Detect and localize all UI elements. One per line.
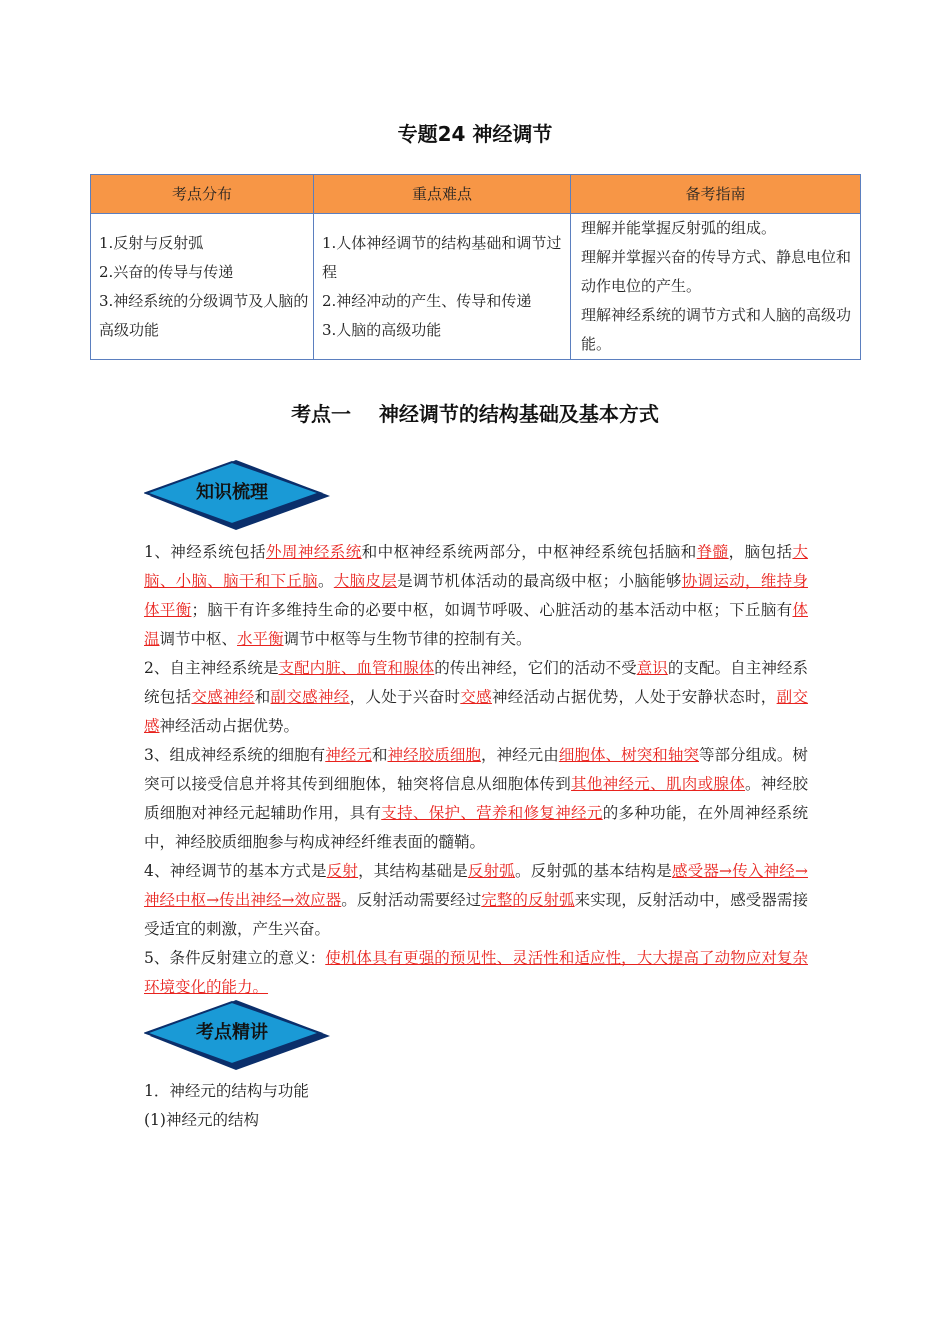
highlighted-term: 交感 [460, 688, 492, 706]
knowledge-review-badge [144, 460, 334, 526]
paragraph-text: 。神经胶质细胞对神经元起辅助作用，具有 [144, 775, 808, 822]
highlighted-term: 脊髓 [696, 543, 729, 561]
paragraph [144, 741, 808, 857]
badge-label: 考点精讲 [196, 1022, 268, 1043]
badge-label: 知识梳理 [196, 482, 268, 503]
paragraph-text: ；脑干有许多维持生命的必要中枢，如调节呼吸、心脏活动的基本活动中枢；下丘脑有 [191, 601, 793, 619]
paragraph-text: 调节中枢等与生物节律的控制有关。 [283, 630, 532, 648]
paragraph-text: 和中枢神经系统两部分，中枢神经系统包括脑和 [361, 543, 697, 561]
highlighted-term: 协调运动，维持身体平衡 [144, 572, 808, 619]
highlighted-term: 使机体具有更强的预见性、灵活性和适应性，大大提高了动物应对复杂环境变化的能力。 [144, 949, 808, 996]
key-points-badge [144, 1000, 334, 1066]
paragraph-text: 的传出神经，它们的活动不受 [434, 659, 637, 677]
paragraph-text: 和 [371, 746, 388, 764]
list-item: 1.人体神经调节的结构基础和调节过程 [322, 233, 562, 281]
paragraph [144, 857, 808, 944]
paragraph-text: ，人处于兴奋时 [349, 688, 461, 706]
highlighted-term: 神经元 [325, 746, 372, 764]
header-exam-points: 考点分布 [91, 175, 314, 214]
paragraph-text: ，脑包括 [728, 543, 793, 561]
paragraph-text: ，神经元由 [480, 746, 559, 764]
exam-points-cell [91, 214, 314, 360]
highlighted-term: 意识 [636, 659, 668, 677]
paragraph-text: 4、神经调节的基本方式是 [144, 862, 327, 880]
highlighted-term: 支配内脏、血管和腺体 [278, 659, 435, 677]
study-guide-cell [571, 214, 861, 360]
highlighted-term: 大脑皮层 [333, 572, 398, 590]
highlighted-term: 细胞体、树突和轴突 [558, 746, 699, 764]
list-item: 3.神经系统的分级调节及人脑的高级功能 [99, 291, 309, 339]
paragraph-text: 来实现，反射活动中，感受器需接受适宜的刺激，产生兴奋。 [144, 891, 808, 938]
key-difficulties-cell [314, 214, 571, 360]
overview-table [90, 174, 861, 360]
highlighted-term: 副交感 [144, 688, 808, 735]
header-key-difficulties: 重点难点 [314, 175, 571, 214]
header-study-guide: 备考指南 [571, 175, 861, 214]
paragraph [144, 944, 808, 1002]
highlighted-term: 反射 [326, 862, 359, 880]
paragraph-text: 5、条件反射建立的意义： [144, 949, 326, 967]
list-item: 理解神经系统的调节方式和人脑的高级功能。 [581, 306, 852, 353]
page-title: 专题24 神经调节 [397, 122, 553, 146]
paragraph-text: 等部分组成。树突可以接受信息并将其传到细胞体，轴突将信息从细胞体传到 [144, 746, 808, 793]
highlighted-term: 水平衡 [237, 630, 284, 648]
highlighted-term: 大脑、小脑、脑干和下丘脑 [144, 543, 808, 590]
highlighted-term: 感受器→传入神经→神经中枢→传出神经→效应器 [144, 862, 808, 909]
highlighted-term: 其他神经元、肌肉或腺体 [571, 775, 746, 793]
paragraph [144, 538, 808, 654]
paragraph-text: 2、自主神经系统是 [144, 659, 279, 677]
paragraph-text: ，其结构基础是 [358, 862, 468, 880]
knowledge-content [144, 538, 808, 1002]
highlighted-term: 体温 [144, 601, 808, 648]
list-item: 3.人脑的高级功能 [322, 320, 442, 339]
highlighted-term: 反射弧 [467, 862, 515, 880]
paragraph-text: 调节中枢、 [159, 630, 238, 648]
paragraph-text: 。 [317, 572, 334, 590]
highlighted-term: 副交感神经 [270, 688, 350, 706]
highlighted-term: 神经胶质细胞 [387, 746, 481, 764]
table-row [91, 214, 861, 360]
list-item: 2.神经冲动的产生、传导和传递 [322, 291, 532, 310]
paragraph-text: 和 [254, 688, 271, 706]
list-item: 2.兴奋的传导与传递 [99, 262, 234, 281]
list-item: 1.反射与反射弧 [99, 233, 204, 252]
paragraph-text: 的多种功能，在外周神经系统中，神经胶质细胞参与构成神经纤维表面的髓鞘。 [144, 804, 808, 851]
highlighted-term: 交感神经 [191, 688, 255, 706]
paragraph-text: 神经活动占据优势，人处于安静状态时， [491, 688, 777, 706]
paragraph-text: 1、神经系统包括 [144, 543, 266, 561]
highlighted-term: 完整的反射弧 [481, 891, 575, 909]
subheading: 1．神经元的结构与功能 [144, 1082, 309, 1100]
paragraph-text: 神经活动占据优势。 [159, 717, 300, 735]
paragraph-text: 3、组成神经系统的细胞有 [144, 746, 326, 764]
paragraph-text: 的支配。自主神经系统包括 [144, 659, 808, 706]
subheading: (1)神经元的结构 [144, 1111, 259, 1129]
paragraph [144, 654, 808, 741]
table-header-row [91, 175, 861, 214]
highlighted-term: 支持、保护、营养和修复神经元 [381, 804, 603, 822]
list-item: 理解并能掌握反射弧的组成。 [581, 219, 777, 237]
list-item: 理解并掌握兴奋的传导方式、静息电位和动作电位的产生。 [581, 248, 852, 295]
paragraph-text: 是调节机体活动的最高级中枢；小脑能够 [397, 572, 682, 590]
paragraph-text: 。反射弧的基本结构是 [515, 862, 672, 880]
highlighted-term: 外周神经系统 [265, 543, 362, 561]
section-title: 考点一 神经调节的结构基础及基本方式 [291, 402, 659, 426]
paragraph-text: 。反射活动需要经过 [341, 891, 482, 909]
